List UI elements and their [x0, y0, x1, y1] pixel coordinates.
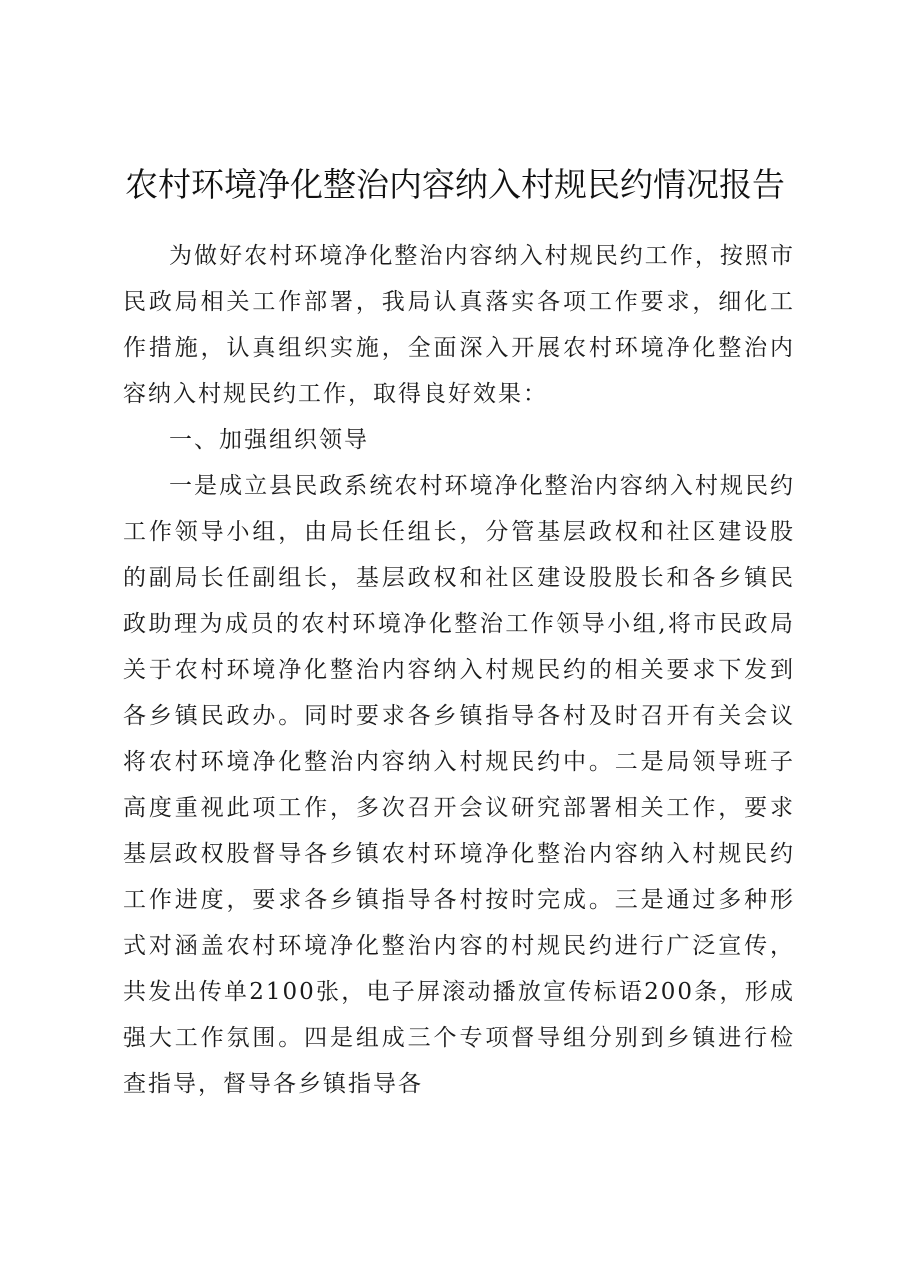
document-body [123, 233, 795, 1107]
document-title: 农村环境净化整治内容纳入村规民约情况报告 [125, 165, 785, 204]
section-paragraph: 一是成立县民政系统农村环境净化整治内容纳入村规民约工作领导小组，由局长任组长，分管基层政权和社区建设股的副局长任副组长，基层政权和社区建设股股长和各乡镇民政助理为成员的农村环境净化整治工作领导小组,将市民政局关于农村环境净化整治内容纳入村规民约的相关要求下发到各乡镇民政办。同时要求各乡镇指导各村及时召开有关会议将农村环境净化整治内容纳入村规民约中。二是局领导班子高度重视此项工作，多次召开会议研究部署相关工作，要求基层政权股督导各乡镇农村环境净化整治内容纳入村规民约工作进度，要求各乡镇指导各村按时完成。三是通过多种形式对涵盖农村环境净化整治内容的村规民约进行广泛宣传，共发出传单2100张，电子屏滚动播放宣传标语200条，形成强大工作氛围。四是组成三个专项督导组分别到乡镇进行检查指导，督导各乡镇指导各 [123, 473, 795, 1097]
intro-paragraph: 为做好农村环境净化整治内容纳入村规民约工作，按照市民政局相关工作部署，我局认真落实各项工作要求，细化工作措施，认真组织实施，全面深入开展农村环境净化整治内容纳入村规民约工作，取得良好效果： [123, 243, 795, 407]
section-heading: 一、加强组织领导 [169, 427, 369, 453]
